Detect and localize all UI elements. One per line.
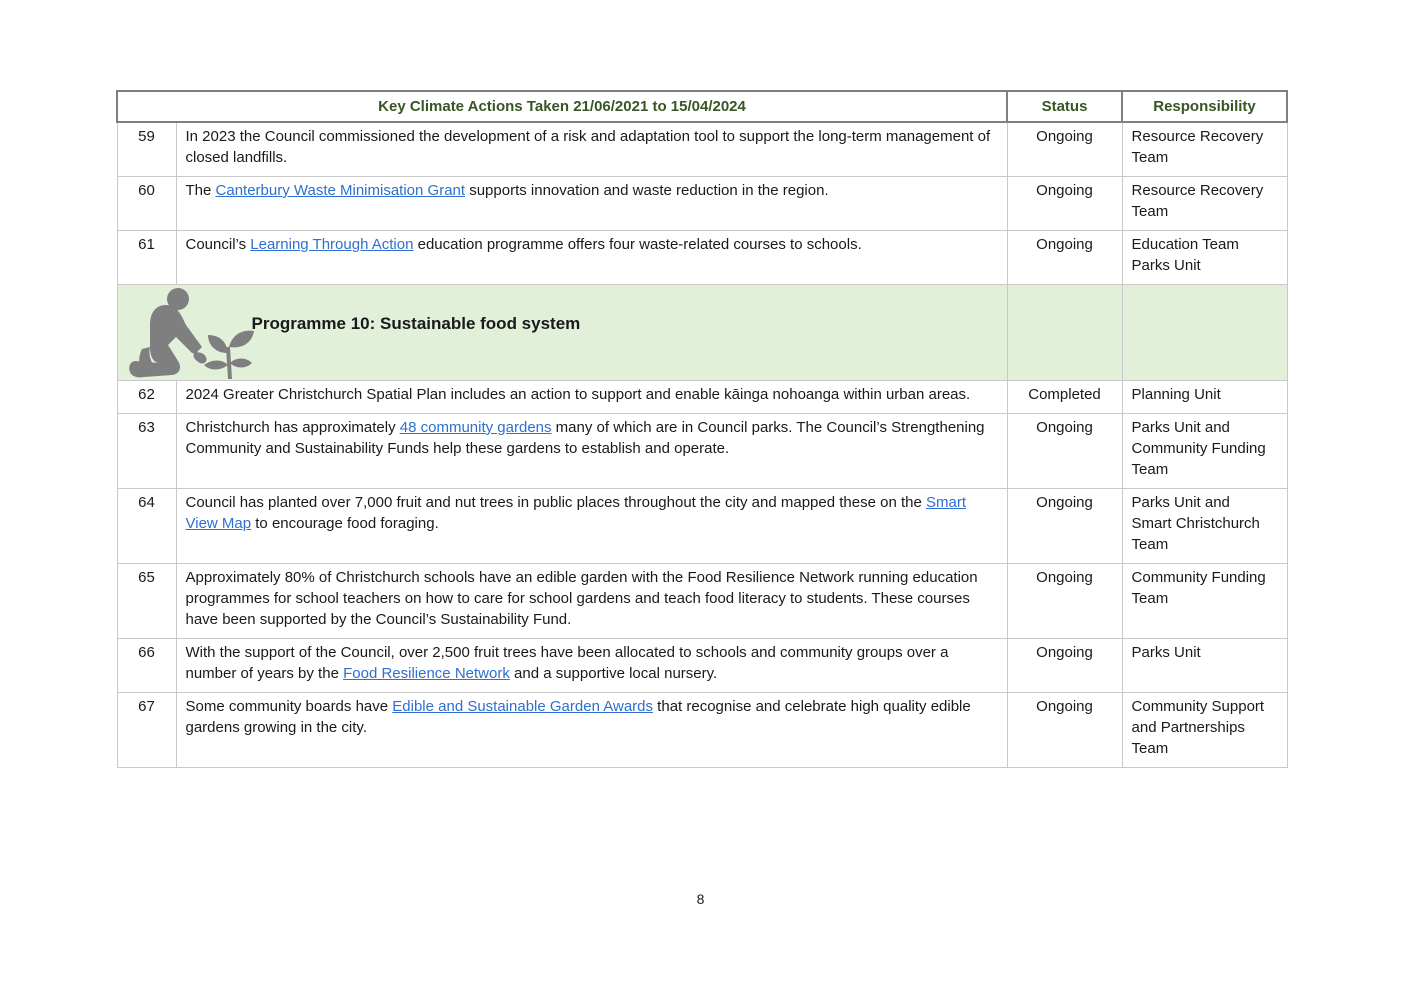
action-link[interactable]: Edible and Sustainable Garden Awards xyxy=(392,698,654,715)
action-status: Ongoing xyxy=(1007,564,1122,639)
responsibility-line: Community Support xyxy=(1131,698,1265,715)
responsibility-line: Parks Unit xyxy=(1131,644,1201,661)
action-description xyxy=(176,414,1007,489)
action-description xyxy=(176,122,1007,177)
description-text-continued: that recognise and celebrate high quality edible gardens growing in the city. xyxy=(185,698,971,736)
responsibility-line: Team xyxy=(1131,203,1169,220)
action-responsibility xyxy=(1122,693,1287,768)
programme-title: Programme 10: Sustainable food system xyxy=(251,314,581,333)
description-text-continued: education programme offers four waste-related courses to schools. xyxy=(413,236,862,253)
action-description xyxy=(176,381,1007,414)
action-description xyxy=(176,564,1007,639)
responsibility-line: Community Funding xyxy=(1131,569,1266,586)
responsibility-line: Education Team xyxy=(1131,236,1239,253)
action-number: 63 xyxy=(117,414,176,489)
description-text: Christchurch has approximately xyxy=(185,419,400,436)
programme-responsibility-cell xyxy=(1122,285,1287,381)
action-responsibility xyxy=(1122,381,1287,414)
responsibility-line: Resource Recovery xyxy=(1131,128,1264,145)
action-number: 66 xyxy=(117,639,176,693)
table-row xyxy=(117,231,1287,285)
description-text-continued: and a supportive local nursery. xyxy=(509,665,718,682)
action-status: Ongoing xyxy=(1007,489,1122,564)
description-text: The xyxy=(185,182,216,199)
table-row xyxy=(117,489,1287,564)
table-row xyxy=(117,693,1287,768)
action-number: 64 xyxy=(117,489,176,564)
responsibility-line: Team xyxy=(1131,149,1169,166)
action-link[interactable]: 48 community gardens xyxy=(399,419,552,436)
action-description xyxy=(176,177,1007,231)
table-row xyxy=(117,639,1287,693)
responsibility-line: and Partnerships xyxy=(1131,719,1245,736)
action-number: 62 xyxy=(117,381,176,414)
table-row xyxy=(117,177,1287,231)
responsibility-line: Parks Unit and xyxy=(1131,494,1230,511)
description-text: Approximately 80% of Christchurch schools have an edible garden with the Food Resilience Network running education programmes for school teachers on how to care for school gardens and teach food literacy to students. These courses have been supported by the Council’s Sustainability Fund. xyxy=(185,569,978,628)
action-responsibility xyxy=(1122,489,1287,564)
action-link[interactable]: Smart View Map xyxy=(185,494,967,532)
action-link[interactable]: Food Resilience Network xyxy=(343,665,510,682)
description-text: Some community boards have xyxy=(185,698,393,715)
header-actions: Key Climate Actions Taken 21/06/2021 to 15/04/2024 xyxy=(117,91,1007,122)
responsibility-line: Team xyxy=(1131,536,1169,553)
responsibility-line: Resource Recovery xyxy=(1131,182,1264,199)
person-planting-icon xyxy=(128,287,258,379)
action-status: Ongoing xyxy=(1007,693,1122,768)
action-status: Ongoing xyxy=(1007,122,1122,177)
action-status: Ongoing xyxy=(1007,231,1122,285)
header-responsibility: Responsibility xyxy=(1122,91,1287,122)
responsibility-line: Planning Unit xyxy=(1131,386,1221,403)
action-status: Completed xyxy=(1007,381,1122,414)
description-text-continued: many of which are in Council parks. The Council’s Strengthening Community and Sustainability Funds help these gardens to establish and operate. xyxy=(185,419,985,457)
table-header-row xyxy=(117,91,1287,122)
description-text: Council’s xyxy=(185,236,251,253)
description-text: In 2023 the Council commissioned the development of a risk and adaptation tool to support the long-term management of closed landfills. xyxy=(185,128,991,166)
table-body-bottom xyxy=(117,381,1287,768)
table-row xyxy=(117,122,1287,177)
action-number: 60 xyxy=(117,177,176,231)
description-text: 2024 Greater Christchurch Spatial Plan includes an action to support and enable kāinga nohoanga within urban areas. xyxy=(185,386,971,403)
action-responsibility xyxy=(1122,564,1287,639)
programme-status-cell xyxy=(1007,285,1122,381)
action-description xyxy=(176,639,1007,693)
programme-section xyxy=(117,285,1287,381)
responsibility-line: Team xyxy=(1131,740,1169,757)
action-number: 59 xyxy=(117,122,176,177)
action-number: 67 xyxy=(117,693,176,768)
responsibility-line: Team xyxy=(1131,590,1169,607)
action-status: Ongoing xyxy=(1007,639,1122,693)
action-responsibility xyxy=(1122,639,1287,693)
climate-actions-table xyxy=(116,90,1288,768)
programme-row xyxy=(117,285,1287,381)
table-body-top xyxy=(117,122,1287,285)
programme-cell xyxy=(117,285,1007,381)
responsibility-line: Team xyxy=(1131,461,1169,478)
action-number: 61 xyxy=(117,231,176,285)
action-link[interactable]: Learning Through Action xyxy=(250,236,414,253)
action-responsibility xyxy=(1122,177,1287,231)
page-number: 8 xyxy=(696,891,705,907)
action-number: 65 xyxy=(117,564,176,639)
responsibility-line: Parks Unit and xyxy=(1131,419,1230,436)
action-description xyxy=(176,489,1007,564)
action-responsibility xyxy=(1122,231,1287,285)
description-text-continued: supports innovation and waste reduction in the region. xyxy=(465,182,829,199)
responsibility-line: Community Funding xyxy=(1131,440,1266,457)
action-status: Ongoing xyxy=(1007,177,1122,231)
action-link[interactable]: Canterbury Waste Minimisation Grant xyxy=(215,182,466,199)
header-status: Status xyxy=(1007,91,1122,122)
description-text: Council has planted over 7,000 fruit and nut trees in public places throughout the city and mapped these on the xyxy=(185,494,926,511)
table-row xyxy=(117,381,1287,414)
table-row xyxy=(117,414,1287,489)
action-description xyxy=(176,231,1007,285)
table-row xyxy=(117,564,1287,639)
description-text: With the support of the Council, over 2,500 fruit trees have been allocated to schools and community groups over a number of years by the xyxy=(185,644,949,682)
responsibility-line: Parks Unit xyxy=(1131,257,1201,274)
description-text-continued: to encourage food foraging. xyxy=(251,515,439,532)
action-status: Ongoing xyxy=(1007,414,1122,489)
action-description xyxy=(176,693,1007,768)
action-responsibility xyxy=(1122,414,1287,489)
action-responsibility xyxy=(1122,122,1287,177)
responsibility-line: Smart Christchurch xyxy=(1131,515,1260,532)
